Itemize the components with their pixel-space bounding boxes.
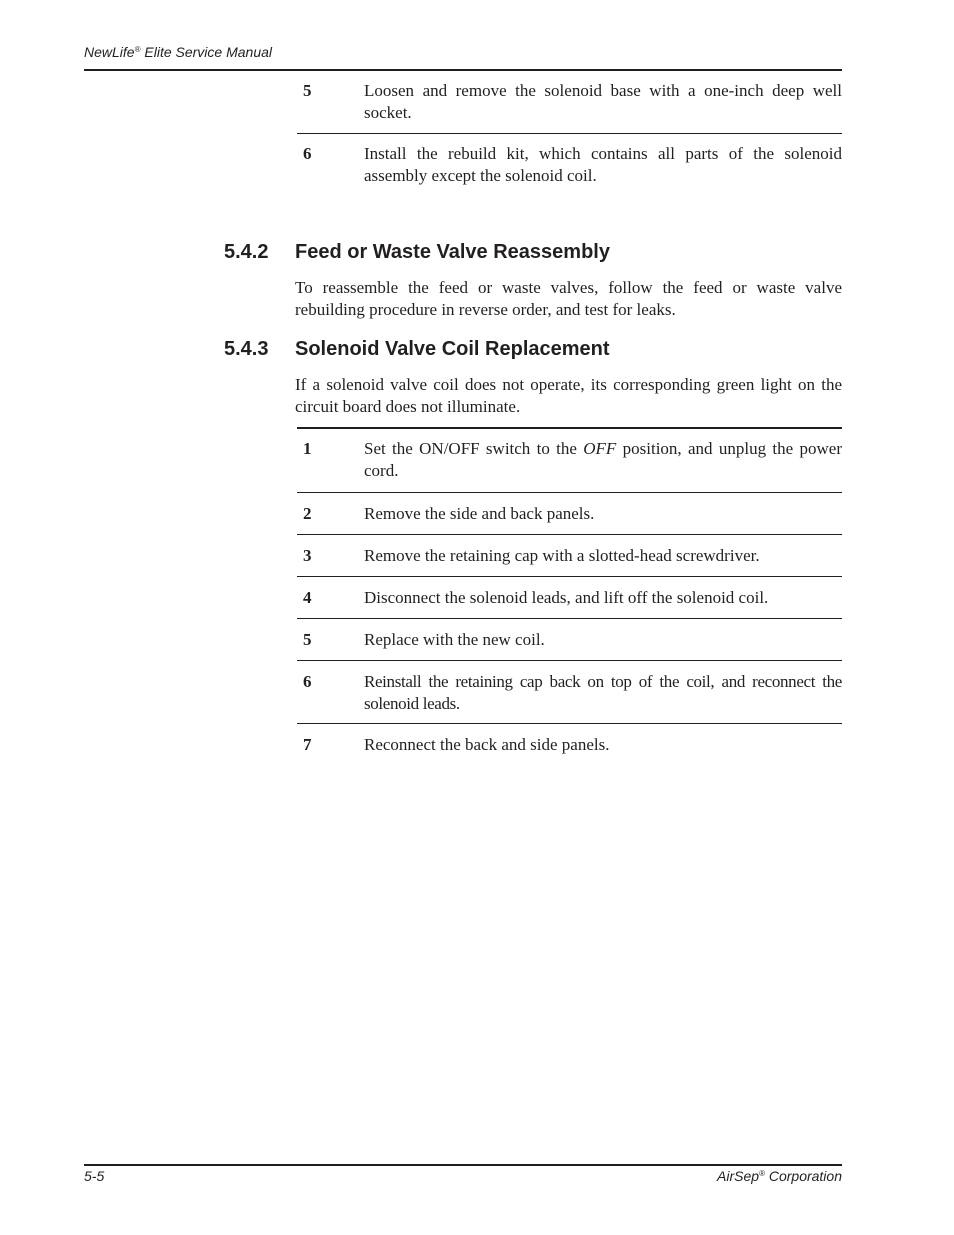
- step-number: 1: [303, 439, 312, 458]
- step-text: Disconnect the solenoid leads, and lift off the solenoid coil.: [364, 588, 769, 607]
- step-row: [297, 577, 842, 619]
- step-table-top: [297, 80, 842, 194]
- step-text: Install the rebuild kit, which contains all parts of the solenoid assembly except the solenoid coil.: [364, 144, 842, 185]
- step-number: 3: [303, 546, 312, 565]
- step-text: [364, 438, 842, 482]
- step-row: [297, 80, 842, 134]
- step-row: [297, 134, 842, 194]
- step-row: [297, 493, 842, 535]
- section-number: 5.4.3: [224, 338, 269, 360]
- step-number: 5: [303, 81, 312, 100]
- running-header: [84, 44, 842, 60]
- step-text-part: position, and unplug the power cord.: [364, 439, 842, 480]
- table-top-rule: [297, 427, 842, 429]
- page-number: 5-5: [84, 1168, 105, 1184]
- step-row: [297, 438, 842, 493]
- section-title: Feed or Waste Valve Reassembly: [295, 241, 610, 263]
- footer-registered-mark: ®: [759, 1169, 765, 1178]
- header-brand: NewLife: [84, 44, 135, 60]
- footer-company: AirSep: [717, 1168, 760, 1184]
- step-text-emphasis: OFF: [583, 439, 617, 458]
- step-text-part: Set the ON/OFF switch to the: [364, 439, 584, 458]
- step-number: 7: [303, 735, 312, 754]
- section-number: 5.4.2: [224, 241, 269, 263]
- header-title: Elite Service Manual: [140, 44, 273, 60]
- section-title: Solenoid Valve Coil Replacement: [295, 338, 610, 360]
- step-text: Remove the side and back panels.: [364, 504, 595, 523]
- step-number: 4: [303, 588, 312, 607]
- step-number: 5: [303, 630, 312, 649]
- step-text: Loosen and remove the solenoid base with a one-inch deep well socket.: [364, 81, 842, 122]
- header-rule: [84, 69, 842, 71]
- header-registered-mark: ®: [134, 45, 141, 54]
- footer-rule: [84, 1164, 842, 1166]
- step-row: [297, 619, 842, 661]
- section-body-5-4-3: If a solenoid valve coil does not operate, its corresponding green light on the circuit board does not illuminate.: [295, 375, 842, 416]
- step-text: Reinstall the retaining cap back on top of the coil, and reconnect the solenoid leads.: [364, 672, 842, 713]
- footer-company-rest: Corporation: [764, 1168, 842, 1184]
- step-number: 6: [303, 672, 312, 691]
- section-heading-5-4-2: [224, 240, 610, 264]
- running-footer: [717, 1168, 842, 1184]
- step-row: [297, 724, 842, 764]
- section-body-5-4-2: To reassemble the feed or waste valves, follow the feed or waste valve rebuilding procedure in reverse order, and test for leaks.: [295, 278, 842, 319]
- step-row: [297, 535, 842, 577]
- step-text: Reconnect the back and side panels.: [364, 735, 610, 754]
- step-number: 2: [303, 504, 312, 523]
- step-text: Replace with the new coil.: [364, 630, 545, 649]
- step-number: 6: [303, 144, 312, 163]
- step-table-coil-replacement: [297, 438, 842, 764]
- step-row: [297, 661, 842, 724]
- step-text: Remove the retaining cap with a slotted-head screwdriver.: [364, 546, 760, 565]
- section-heading-5-4-3: [224, 337, 610, 361]
